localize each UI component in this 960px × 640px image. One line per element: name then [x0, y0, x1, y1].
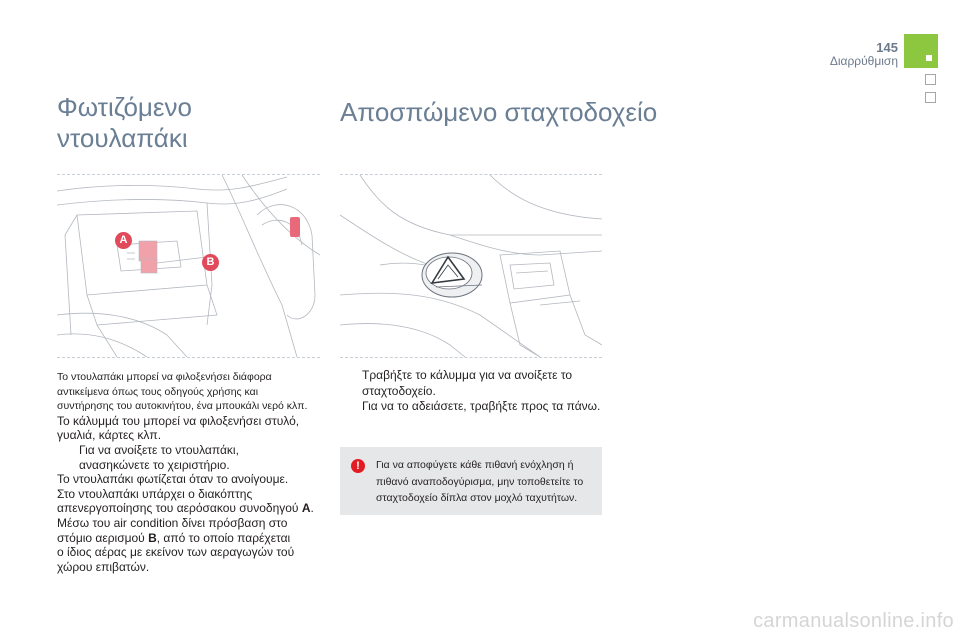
callout-a-badge: A — [115, 232, 132, 249]
chapter-marker-empty-2 — [925, 92, 936, 103]
paragraph-line: Το ντουλαπάκι φωτίζεται όταν το ανοίγουμε. — [57, 472, 289, 487]
glovebox-description — [57, 370, 327, 574]
ashtray-title: Αποσπώμενο σταχτοδοχείο — [340, 97, 658, 127]
intro-line: Το ντουλαπάκι μπορεί να φιλοξενήσει διάφορα — [57, 371, 272, 383]
intro-line: αντικείμενα όπως τους οδηγούς χρήσης και — [57, 385, 259, 398]
paragraph-line: Το κάλυμμά του μπορεί να φιλοξενήσει στυλό, — [57, 413, 300, 428]
glovebox-illustration — [57, 174, 320, 358]
intro-line: συντήρησης του αυτοκινήτου, ένα μπουκάλι νερό κλπ. — [57, 400, 308, 413]
bullet-arrow-icon — [340, 399, 362, 415]
paragraph-line: στόμιο αερισμού B, από το οποίο παρέχεται — [57, 530, 291, 545]
bullet-item: Τραβήξτε το κάλυμμα για να ανοίξετε το σταχτοδοχείο. — [340, 368, 608, 399]
paragraph-line: ο ίδιος αέρας με εκείνον των αεραγωγών τού — [57, 545, 295, 560]
callout-b-badge: B — [202, 254, 219, 271]
bullet-item: Για να ανοίξετε το ντουλαπάκι, ανασηκώνετε το χειριστήριο. — [57, 443, 327, 472]
bullet-item: Για να το αδειάσετε, τραβήξτε προς τα πάνω. — [340, 399, 608, 415]
paragraph-line: χώρου επιβατών. — [57, 559, 150, 574]
paragraph-line: Στο ντουλαπάκι υπάρχει ο διακόπτης — [57, 486, 253, 501]
paragraph-line: γυαλιά, κάρτες κλπ. — [57, 428, 162, 443]
bullet-arrow-icon — [340, 368, 362, 399]
glovebox-title: Φωτιζόμενο ντουλαπάκι — [57, 92, 192, 153]
section-label: Διαρρύθμιση — [829, 54, 898, 68]
bullet-arrow-icon — [57, 443, 79, 472]
ashtray-illustration — [340, 174, 602, 358]
warning-text: Για να αποφύγετε κάθε πιθανή ενόχληση ή πιθανό αναποδογύρισμα, μην τοποθετείτε το σταχτοδοχείο δίπλα στον μοχλό ταχυτήτων. — [376, 459, 584, 504]
paragraph-line: απενεργοποίησης του αερόσακου συνοδηγού A. — [57, 501, 314, 516]
ashtray-instructions — [340, 368, 608, 415]
watermark: carmanualsonline.info — [753, 610, 954, 632]
page-number: 145 — [876, 40, 898, 55]
warning-icon: ! — [351, 459, 365, 473]
chapter-marker-empty-1 — [925, 74, 936, 85]
paragraph-line: Μέσω του air condition δίνει πρόσβαση στο — [57, 515, 288, 530]
chapter-tab-marker — [904, 34, 938, 68]
warning-box — [340, 447, 602, 515]
